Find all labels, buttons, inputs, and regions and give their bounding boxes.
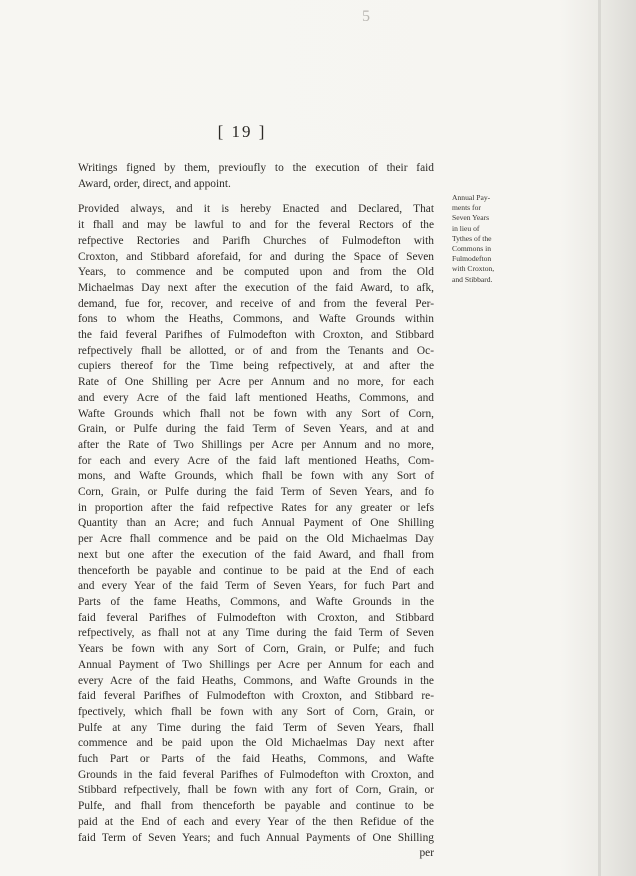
text-line: Grounds in the faid feveral Parifhes of Fulmodefton with Croxton, and: [78, 768, 434, 781]
text-line: refpectively fhall be allotted, or of and from the Tenants and Oc-: [78, 344, 434, 357]
text-line: per Acre fhall commence and be paid on the Old Michaelmas Day: [78, 533, 434, 546]
text-line: after the Rate of Two Shillings per Acre per Annum and no more,: [78, 438, 434, 451]
text-line: Corn, Grain, or Pulfe during the faid Term of Seven Years, and fo: [78, 486, 434, 499]
text-line: demand, fue for, recover, and receive of and from the feveral Per-: [78, 297, 434, 310]
margin-note-line: Commons in: [452, 244, 492, 254]
text-line: Annual Payment of Two Shillings per Acre per Annum for each and: [78, 658, 434, 671]
margin-note-line: and Stibbard.: [452, 274, 493, 284]
text-line: Stibbard refpectively, fhall be fown with any fort of Corn, Grain, or: [78, 784, 434, 797]
text-line: the faid feveral Parifhes of Fulmodefton with Croxton, and Stibbard: [78, 329, 434, 342]
text-line: Years, to commence and be computed upon and from the Old: [78, 266, 434, 279]
margin-note-line: Tythes of the: [452, 233, 492, 243]
text-line: next but one after the execution of the faid Award, and fhall from: [78, 548, 434, 561]
body-text: [78, 161, 434, 862]
margin-note-line: with Croxton,: [452, 264, 495, 274]
text-line: Parts of the fame Heaths, Commons, and Wafte Grounds in the: [78, 595, 434, 608]
text-line: fuch Part or Parts of the faid Heaths, Commons, and Wafte: [78, 753, 434, 766]
text-line: and every Year of the faid Term of Seven Years, for fuch Part and: [78, 580, 434, 593]
text-line: paid at the End of each and every Year of the then Refidue of the: [78, 815, 434, 828]
text-line: thenceforth be payable and continue to be paid at the End of each: [78, 564, 434, 577]
text-line: Provided always, and it is hereby Enacted and Declared, That: [78, 203, 434, 216]
margin-note-line: Seven Years: [452, 213, 490, 223]
opening-line: Award, order, direct, and appoint.: [78, 177, 231, 190]
text-line: Years be fown with any Sort of Corn, Grain, or Pulfe; and fuch: [78, 643, 434, 656]
text-line: Michaelmas Day next after the execution of the faid Award, to afk,: [78, 281, 434, 294]
text-line: Pulfe at any Time during the faid Term of Seven Years, fhall: [78, 721, 434, 734]
text-line: Quantity than an Acre; and fuch Annual Payment of One Shilling: [78, 517, 434, 530]
text-line: Grain, or Pulfe during the faid Term of Seven Years, and at and: [78, 423, 434, 436]
page-number: [ 19 ]: [217, 122, 267, 141]
text-line: refpective Rectories and Parifh Churches of Fulmodefton with: [78, 234, 434, 247]
text-line: and every Acre of the faid laft mentioned Heaths, Commons, and: [78, 391, 434, 404]
act-paragraph: [78, 202, 434, 846]
corner-mark: 5: [362, 8, 370, 25]
text-line: Pulfe, and fhall from thenceforth be payable and continue to be: [78, 800, 434, 813]
text-line: cupiers thereof for the Time being refpectively, at and after the: [78, 360, 434, 373]
text-line: for each and every Acre of the faid laft mentioned Heaths, Com-: [78, 454, 434, 467]
margin-note-line: Annual Pay-: [452, 193, 491, 202]
text-line: it fhall and may be lawful to and for the feveral Rectors of the: [78, 219, 434, 232]
margin-note: [452, 193, 512, 285]
text-line: in proportion after the faid refpective Rates for any greater or lefs: [78, 501, 434, 514]
text-line: faid feveral Parifhes of Fulmodefton with Croxton, and Stibbard: [78, 611, 434, 624]
text-line: faid Term of Seven Years; and fuch Annual Payments of One Shilling: [78, 831, 434, 844]
text-line: Rate of One Shilling per Acre per Annum and no more, for each: [78, 376, 434, 389]
text-line: Wafte Grounds which fhall not be fown with any Sort of Corn,: [78, 407, 434, 420]
text-line: faid feveral Parifhes of Fulmodefton with Croxton, and Stibbard re-: [78, 690, 434, 703]
text-line: every Acre of the faid Heaths, Commons, and Wafte Grounds in the: [78, 674, 434, 687]
text-line: refpectively, as fhall not at any Time during the faid Term of Seven: [78, 627, 434, 640]
page-fold-shadow: [598, 0, 601, 876]
margin-note-line: Fulmodefton: [452, 254, 492, 264]
text-line: Croxton, and Stibbard aforefaid, for and during the Space of Seven: [78, 250, 434, 263]
text-line: commence and be paid upon the Old Michaelmas Day next after: [78, 737, 434, 750]
text-line: mons, and Wafte Grounds, which fhall be fown with any Sort of: [78, 470, 434, 483]
opening-line: Writings figned by them, previoufly to the execution of their faid: [78, 162, 434, 174]
margin-note-line: in lieu of: [452, 223, 480, 233]
margin-note-line: ments for: [452, 203, 481, 213]
catchword: per: [419, 847, 434, 860]
text-line: fons to whom the Heaths, Commons, and Wafte Grounds within: [78, 313, 434, 326]
text-line: fpectively, which fhall be fown with any Sort of Corn, Grain, or: [78, 705, 434, 718]
